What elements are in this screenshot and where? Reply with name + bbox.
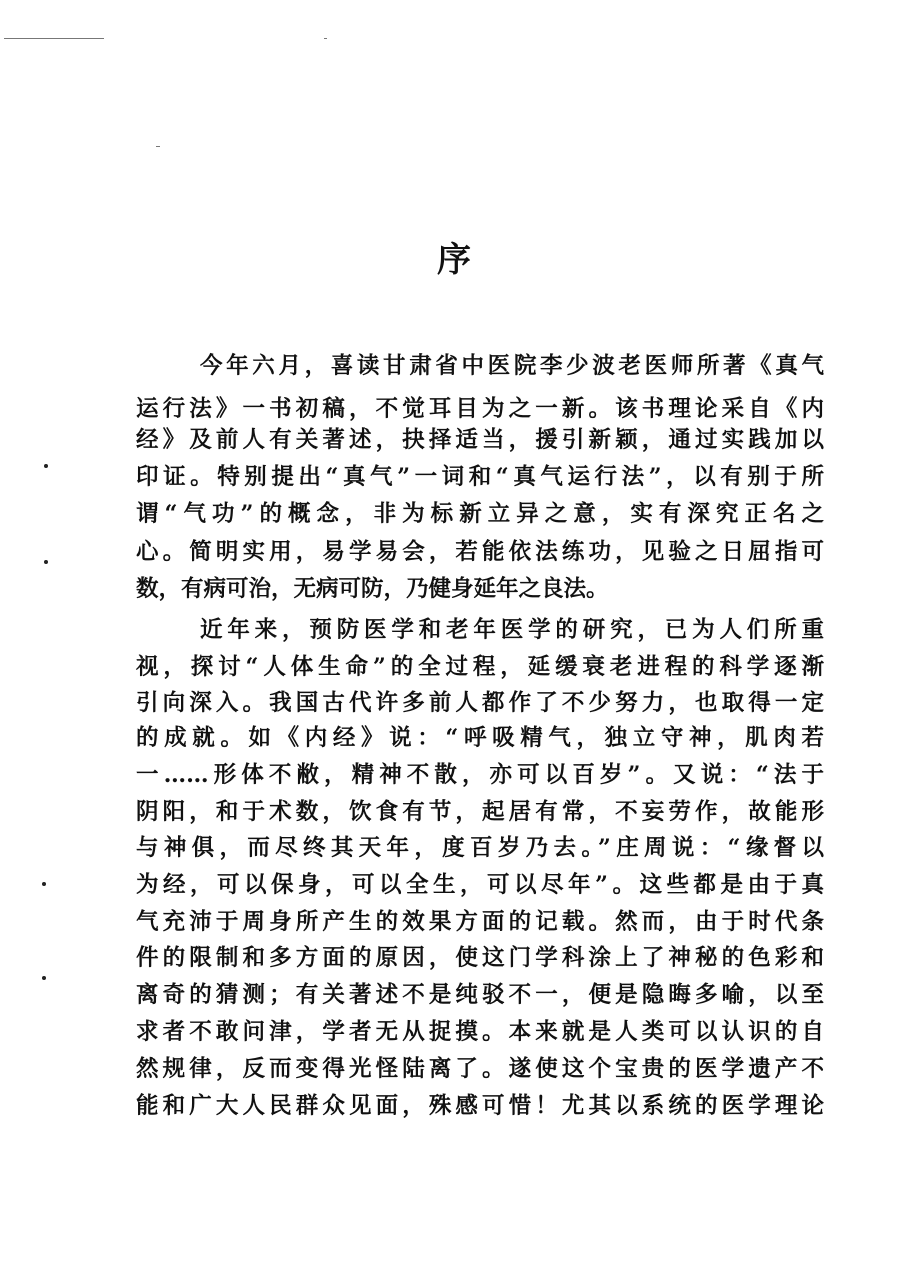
text-line: 离奇的猜测；有关著述不是纯驳不一，便是隐晦多喻，以至: [136, 982, 824, 1008]
text-line: 经》及前人有关著述，抉择适当，援引新颖，通过实践加以: [136, 427, 824, 453]
text-line: 然规律，反而变得光怪陆离了。遂使这个宝贵的医学遗产不: [136, 1056, 824, 1082]
scan-mark: [324, 38, 327, 39]
text-line: 一……形体不敝，精神不散，亦可以百岁”。又说：“法于: [136, 762, 824, 788]
text-line: 能和广大人民群众见面，殊感可惜！尤其以系统的医学理论: [136, 1093, 824, 1119]
scan-speck: [44, 560, 48, 564]
text-line: 谓“气功”的概念，非为标新立异之意，实有深究正名之: [136, 501, 824, 527]
text-line: 印证。特别提出“真气”一词和“真气运行法”，以有别于所: [136, 464, 824, 490]
scan-speck: [42, 882, 46, 886]
scan-mark: [156, 146, 160, 147]
text-line: 的成就。如《内经》说：“呼吸精气，独立守神，肌肉若: [136, 725, 824, 751]
text-line: 今年六月，喜读甘肃省中医院李少波老医师所著《真气: [200, 353, 824, 379]
text-line: 件的限制和多方面的原因，使这门学科涂上了神秘的色彩和: [136, 945, 824, 971]
page-title: 序: [437, 240, 473, 280]
scan-speck: [42, 976, 46, 980]
text-line: 引向深入。我国古代许多前人都作了不少努力，也取得一定: [136, 690, 824, 716]
scan-mark: [4, 38, 104, 39]
text-line: 近年来，预防医学和老年医学的研究，已为人们所重: [200, 617, 824, 643]
text-line: 视，探讨“人体生命”的全过程，延缓衰老进程的科学逐渐: [136, 654, 824, 680]
text-line: 与神俱，而尽终其天年，度百岁乃去。”庄周说：“缘督以: [136, 835, 824, 861]
text-line: 运行法》一书初稿，不觉耳目为之一新。该书理论采自《内: [136, 396, 824, 422]
text-line: 为经，可以保身，可以全生，可以尽年”。这些都是由于真: [136, 872, 824, 898]
text-line: 求者不敢问津，学者无从捉摸。本来就是人类可以认识的自: [136, 1019, 824, 1045]
text-line: 气充沛于周身所产生的效果方面的记载。然而，由于时代条: [136, 909, 824, 935]
text-line: 心。简明实用，易学易会，若能依法练功，见验之日屈指可: [136, 539, 824, 565]
text-line: 阴阳，和于术数，饮食有节，起居有常，不妄劳作，故能形: [136, 799, 824, 825]
scan-speck: [44, 464, 48, 468]
text-line: 数，有病可治，无病可防，乃健身延年之良法。: [136, 576, 609, 602]
